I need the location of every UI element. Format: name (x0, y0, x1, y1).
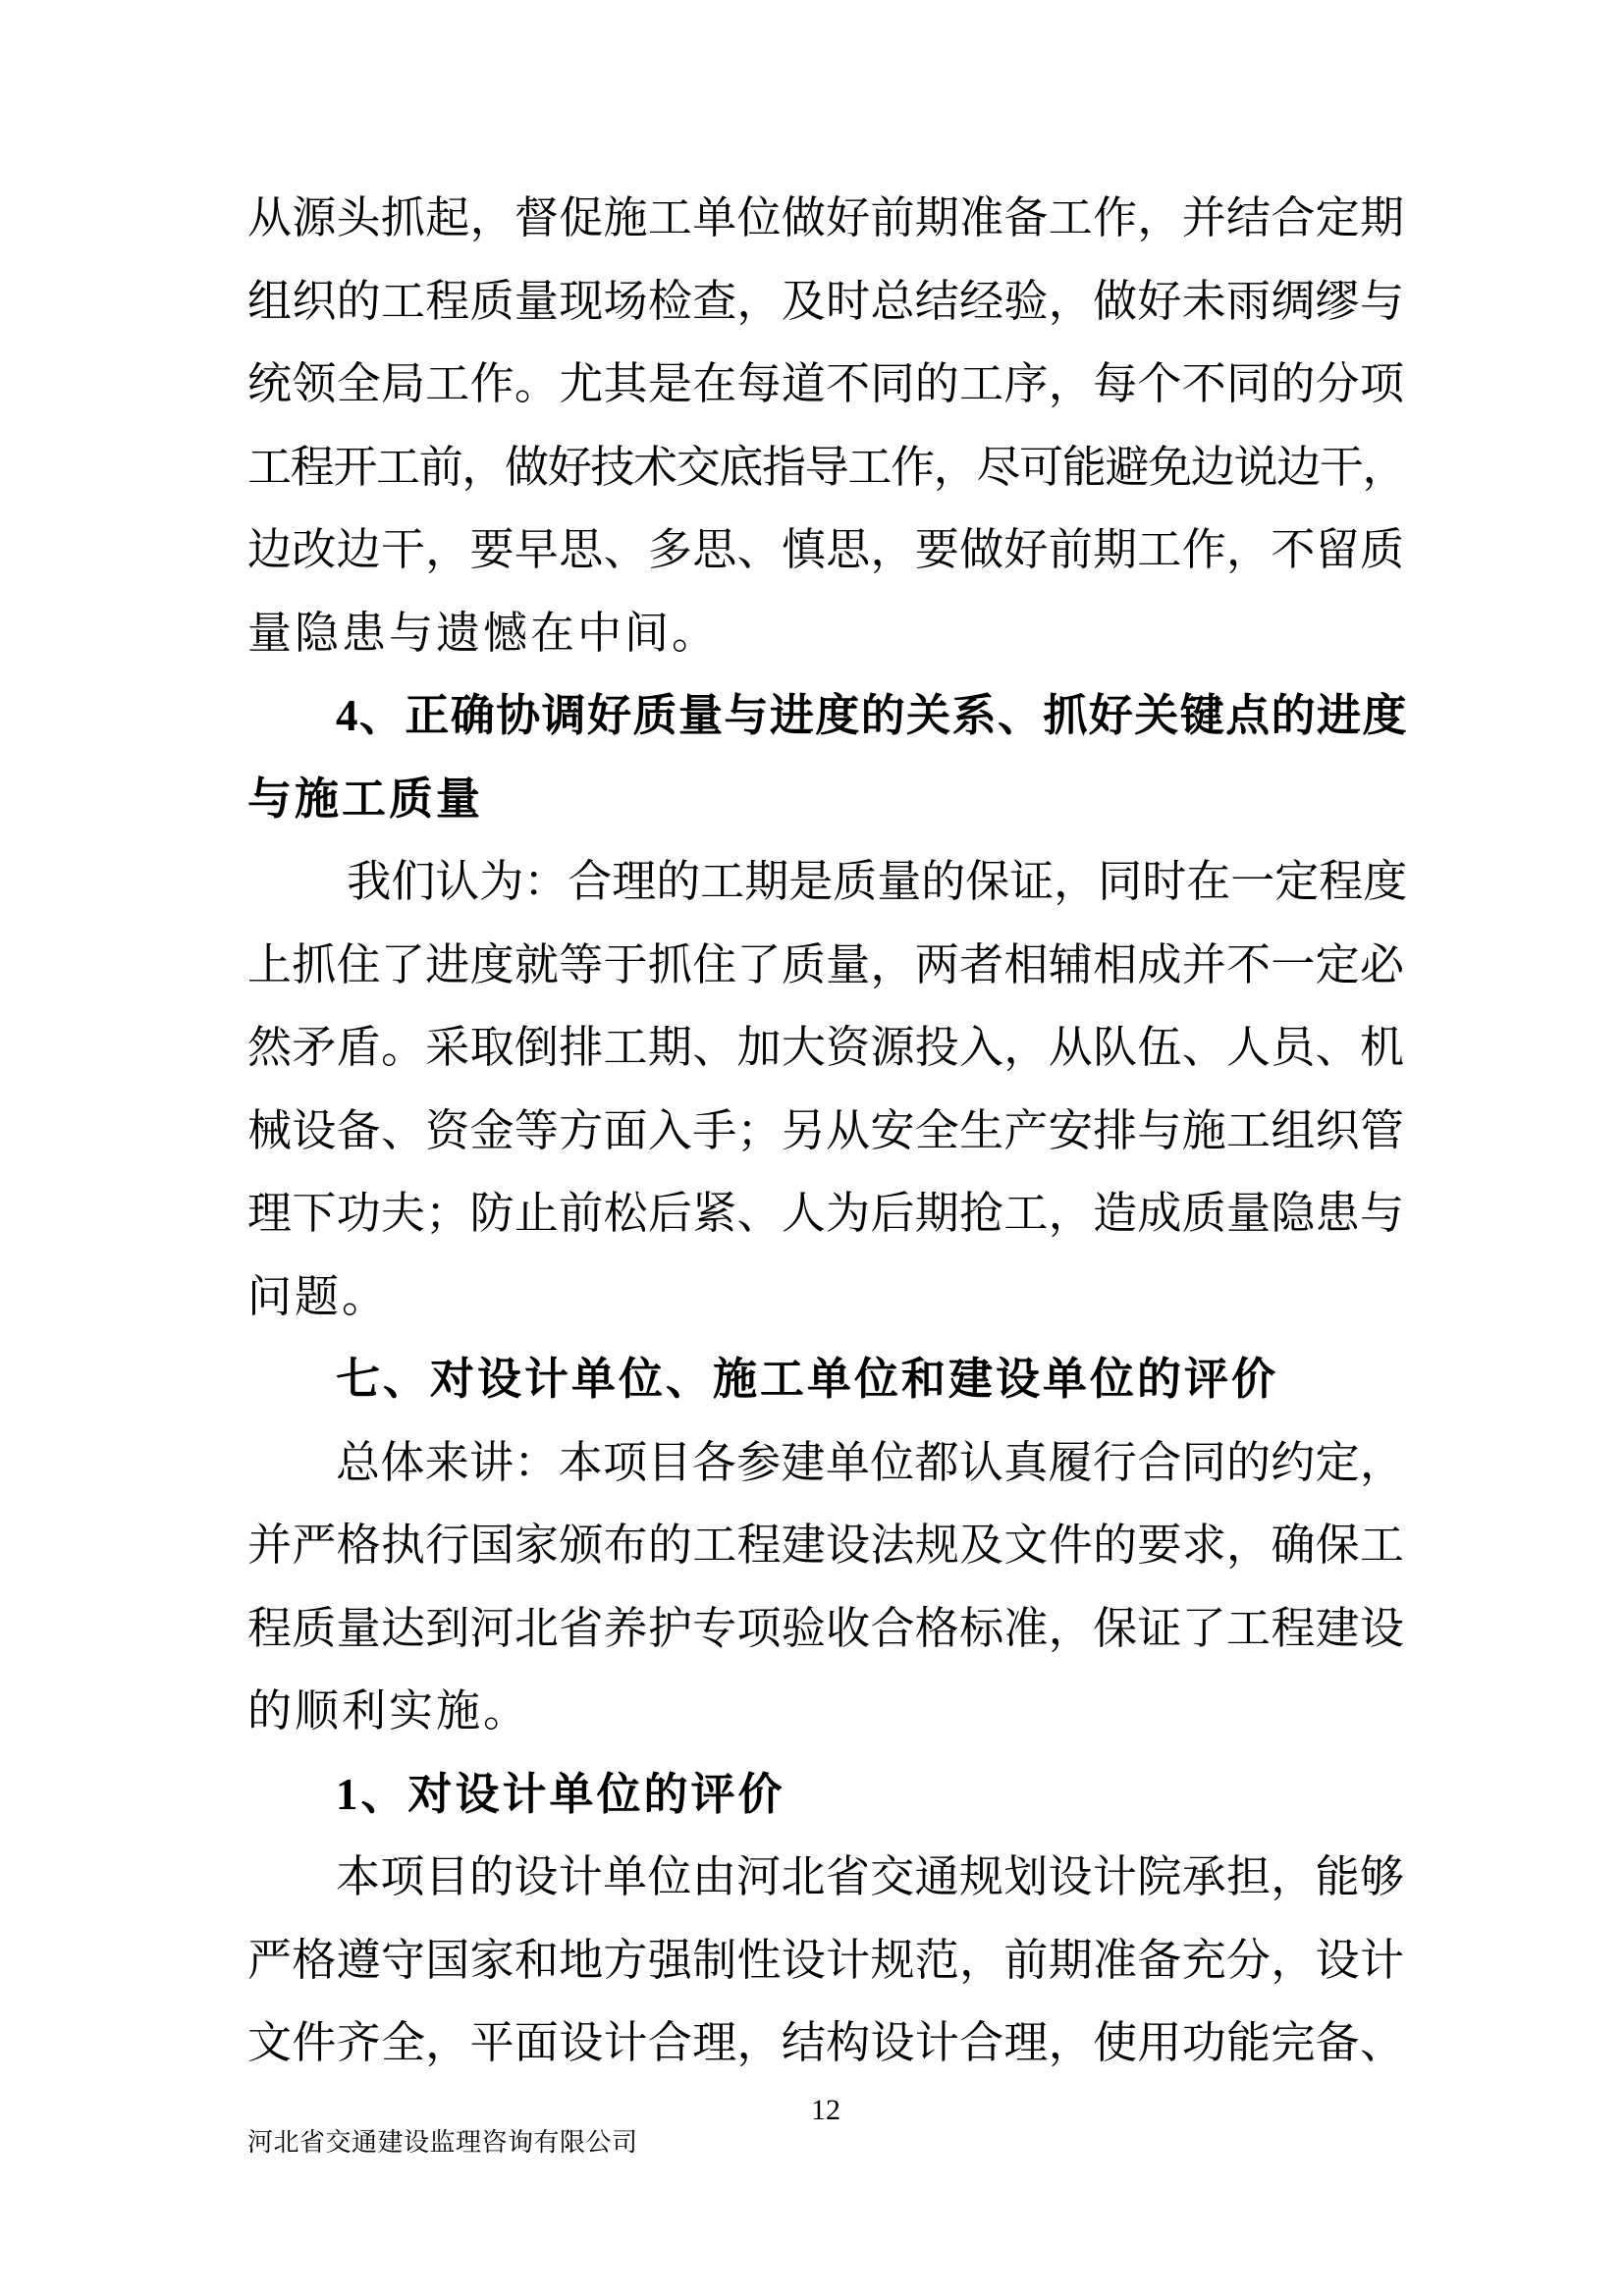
text-line: 程质量达到河北省养护专项验收合格标准，保证了工程建设 (247, 1603, 1404, 1653)
text-line: 工程开工前，做好技术交底指导工作，尽可能避免边说边干， (247, 442, 1404, 492)
text-line: 边改边干，要早思、多思、慎思，要做好前期工作，不留质 (247, 525, 1404, 574)
text-line: 1、对设计单位的评价 (336, 1769, 785, 1819)
text-line: 问题。 (247, 1271, 390, 1321)
text-line: 上抓住了进度就等于抓住了质量，两者相辅相成并不一定必 (247, 939, 1404, 989)
text-line: 总体来讲：本项目各参建单位都认真履行合同的约定， (336, 1437, 1404, 1487)
text-line: 组织的工程质量现场检查，及时总结经验，做好未雨绸缪与 (247, 276, 1404, 326)
text-line: 理下功夫；防止前松后紧、人为后期抢工，造成质量隐患与 (247, 1189, 1404, 1238)
text-line: 并严格执行国家颁布的工程建设法规及文件的要求，确保工 (247, 1521, 1404, 1570)
text-line: 4、正确协调好质量与进度的关系、抓好关键点的进度 (336, 691, 1404, 740)
page-body (247, 177, 1408, 2085)
text-line: 本项目的设计单位由河北省交通规划设计院承担，能够 (336, 1852, 1404, 1901)
page-number: 12 (811, 2094, 840, 2126)
text-line: 量隐患与遗憾在中间。 (247, 608, 720, 658)
text-line: 的顺利实施。 (247, 1686, 531, 1735)
text-line: 从源头抓起，督促施工单位做好前期准备工作，并结合定期 (247, 193, 1404, 242)
text-line: 文件齐全，平面设计合理，结构设计合理，使用功能完备、 (247, 2018, 1404, 2067)
text-line: 与施工质量 (247, 774, 484, 824)
text-line: 械设备、资金等方面入手；另从安全生产安排与施工组织管 (247, 1105, 1404, 1155)
text-line: 七、对设计单位、施工单位和建设单位的评价 (336, 1355, 1279, 1404)
text-line: 我们认为：合理的工期是质量的保证，同时在一定程度 (336, 857, 1408, 906)
footer-company-name: 河北省交通建设监理咨询有限公司 (247, 2128, 638, 2157)
text-line: 然矛盾。采取倒排工期、加大资源投入，从队伍、人员、机 (247, 1023, 1404, 1072)
text-line: 统领全局工作。尤其是在每道不同的工序，每个不同的分项 (247, 359, 1404, 408)
text-line: 严格遵守国家和地方强制性设计规范，前期准备充分，设计 (247, 1935, 1404, 1985)
